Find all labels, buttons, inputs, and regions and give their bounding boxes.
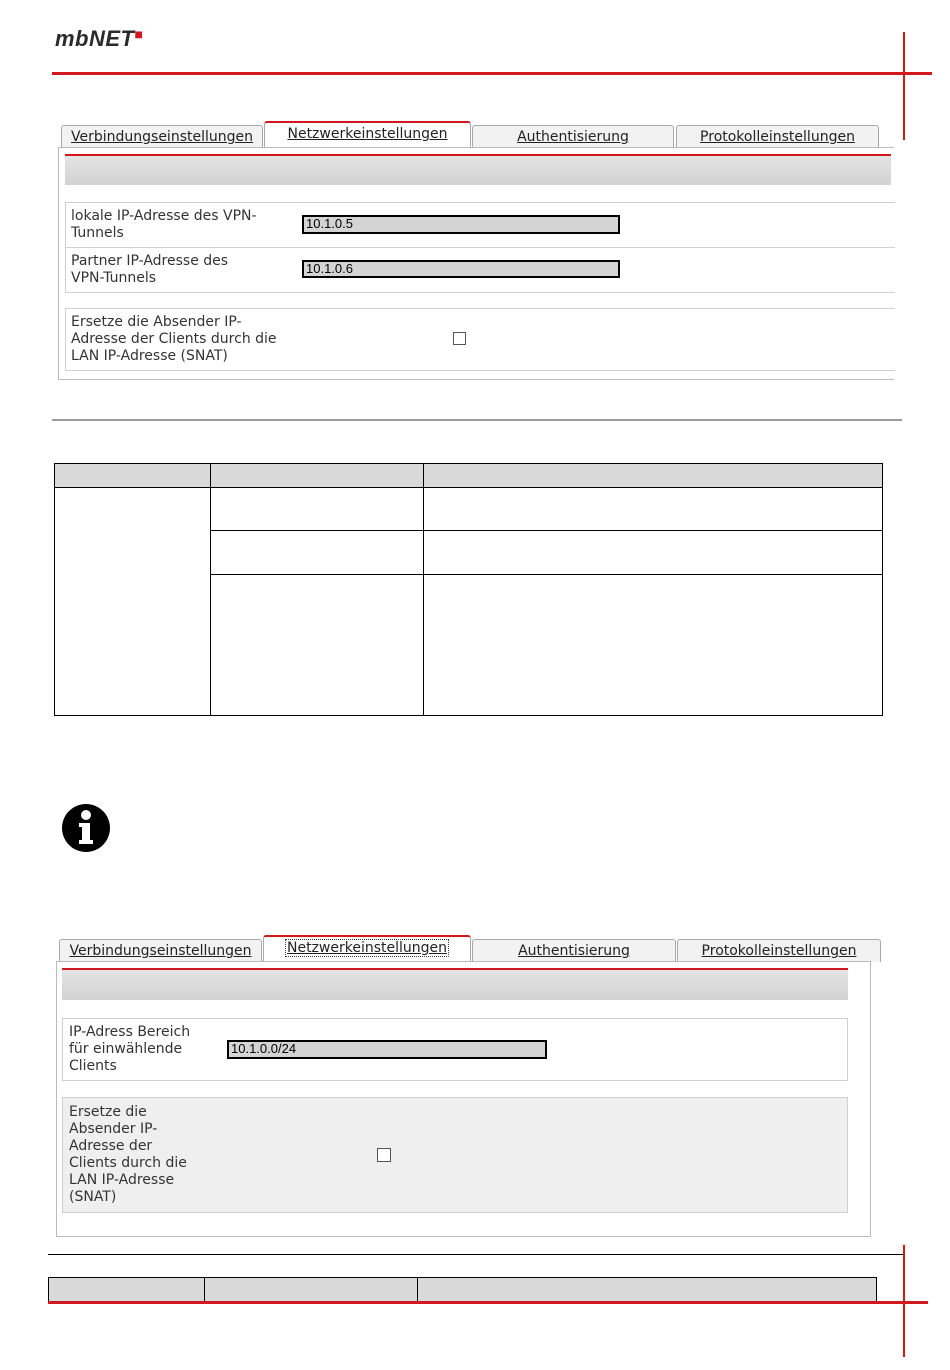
table-header-cell xyxy=(418,1278,877,1302)
table-cell xyxy=(424,488,883,531)
tab-protokolleinstellungen[interactable]: Protokolleinstellungen xyxy=(676,125,879,148)
tab-authentisierung[interactable]: Authentisierung xyxy=(472,125,674,148)
header-rule xyxy=(52,72,932,75)
parameter-table xyxy=(54,463,883,716)
partner-ip-input[interactable]: 10.1.0.6 xyxy=(302,260,620,278)
tab-netzwerkeinstellungen[interactable]: Netzwerkeinstellungen xyxy=(263,935,471,963)
tab-protokolleinstellungen[interactable]: Protokolleinstellungen xyxy=(677,939,881,962)
table-cell xyxy=(424,531,883,575)
tab-authentisierung[interactable]: Authentisierung xyxy=(472,939,676,962)
snat-checkbox[interactable] xyxy=(453,332,466,345)
footer-red-rule xyxy=(48,1301,928,1304)
ip-range-input[interactable]: 10.1.0.0/24 xyxy=(227,1040,547,1059)
table-header-cell xyxy=(211,464,424,488)
table-cell xyxy=(211,531,424,575)
table-cell xyxy=(424,575,883,716)
table-cell xyxy=(55,488,211,716)
parameter-table-continued xyxy=(48,1277,877,1302)
info-icon xyxy=(61,803,111,853)
section-rule xyxy=(52,419,902,421)
panel-header-bar xyxy=(62,968,848,1000)
partner-ip-label: Partner IP-Adresse des VPN-Tunnels xyxy=(71,253,229,286)
table-header-cell xyxy=(49,1278,205,1302)
tab-verbindungseinstellungen[interactable]: Verbindungseinstellungen xyxy=(61,125,263,148)
snat-label: Ersetze die Absender IP-Adresse der Clients durch die LAN IP-Adresse (SNAT) xyxy=(69,1104,187,1205)
table-header-cell xyxy=(205,1278,418,1302)
table-header-cell xyxy=(55,464,211,488)
footer-rule xyxy=(48,1254,903,1255)
local-ip-label: lokale IP-Adresse des VPN-Tunnels xyxy=(71,208,257,241)
mbnet-logo: mbNET■ xyxy=(55,26,144,51)
tab-verbindungseinstellungen[interactable]: Verbindungseinstellungen xyxy=(59,939,262,962)
snat-checkbox[interactable] xyxy=(377,1148,391,1162)
tab-netzwerkeinstellungen[interactable]: Netzwerkeinstellungen xyxy=(264,121,471,148)
corner-mark-top xyxy=(903,32,905,140)
table-cell xyxy=(211,488,424,531)
table-header-cell xyxy=(424,464,883,488)
ip-range-label: IP-Adress Bereich für einwählende Clients xyxy=(69,1024,191,1074)
table-cell xyxy=(211,575,424,716)
snat-label: Ersetze die Absender IP-Adresse der Clients durch die LAN IP-Adresse (SNAT) xyxy=(71,314,277,364)
panel-header-bar xyxy=(65,154,891,185)
local-ip-input[interactable]: 10.1.0.5 xyxy=(302,215,620,234)
corner-mark-bottom xyxy=(903,1245,905,1357)
